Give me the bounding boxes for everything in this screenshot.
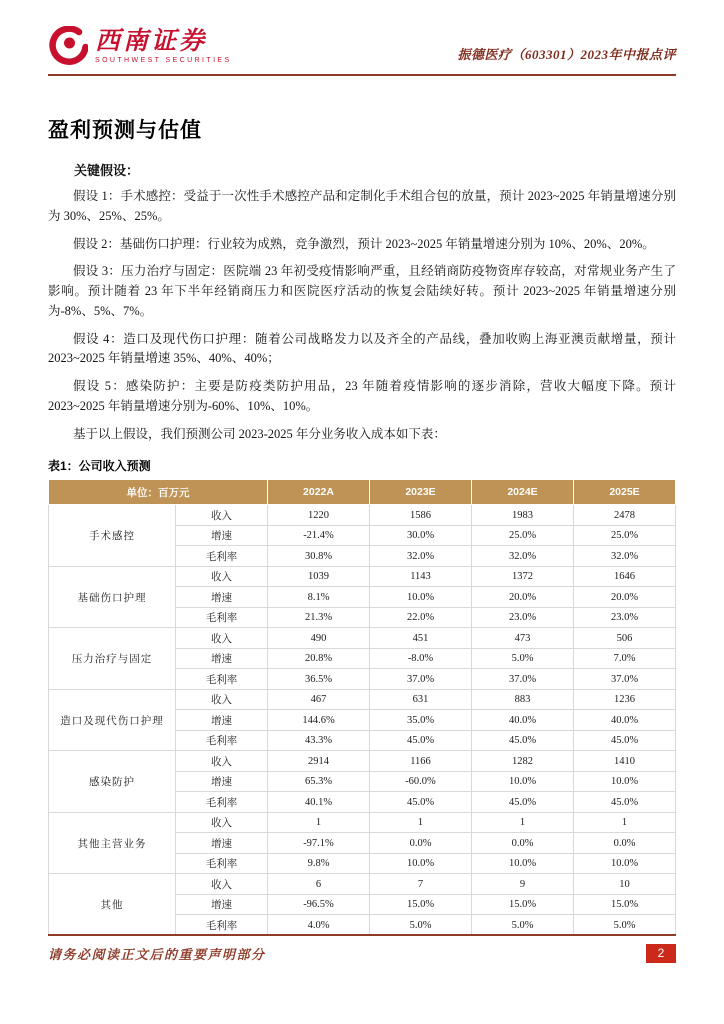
brand-logo-icon: [48, 26, 88, 66]
metric-label-cell: 毛利率: [176, 915, 268, 936]
page-header: [48, 26, 676, 76]
table-caption: 表1：公司收入预测: [48, 459, 151, 474]
brand-name-en: SOUTHWEST SECURITIES: [95, 56, 232, 64]
value-cell: 5.0%: [574, 915, 676, 936]
value-cell: 20.0%: [472, 587, 574, 608]
value-cell: 15.0%: [574, 894, 676, 915]
page-footer: [48, 934, 676, 963]
assumption-paragraph-5: 假设 5：感染防护：主要是防疫类防护用品，23 年随着疫情影响的逐步消除，营收大幅度下降。预计 2023~2025 年销量增速分别为-60%、10%、10%。: [48, 379, 676, 413]
value-cell: 32.0%: [472, 546, 574, 567]
value-cell: -97.1%: [268, 833, 370, 854]
value-cell: 7: [370, 874, 472, 895]
metric-label-cell: 增速: [176, 833, 268, 854]
report-title: 振德医疗（603301）2023年中报点评: [457, 47, 676, 62]
footer-disclaimer: 请务必阅读正文后的重要声明部分: [48, 947, 266, 962]
value-cell: 144.6%: [268, 710, 370, 731]
value-cell: 490: [268, 628, 370, 649]
value-cell: 40.0%: [574, 710, 676, 731]
category-cell: 手术感控: [49, 505, 176, 567]
value-cell: 22.0%: [370, 607, 472, 628]
value-cell: 37.0%: [370, 669, 472, 690]
value-cell: 45.0%: [370, 730, 472, 751]
value-cell: 10.0%: [370, 587, 472, 608]
value-cell: 1: [370, 812, 472, 833]
value-cell: 10.0%: [574, 771, 676, 792]
value-cell: 10.0%: [370, 853, 472, 874]
value-cell: 40.1%: [268, 792, 370, 813]
section-title: 盈利预测与估值: [48, 119, 202, 142]
column-header-2025e: 2025E: [574, 480, 676, 505]
value-cell: 1586: [370, 505, 472, 526]
metric-label-cell: 毛利率: [176, 546, 268, 567]
value-cell: 65.3%: [268, 771, 370, 792]
category-cell: 基础伤口护理: [49, 566, 176, 628]
value-cell: 10.0%: [472, 771, 574, 792]
value-cell: 15.0%: [370, 894, 472, 915]
value-cell: 43.3%: [268, 730, 370, 751]
value-cell: 1410: [574, 751, 676, 772]
value-cell: 0.0%: [370, 833, 472, 854]
value-cell: 1220: [268, 505, 370, 526]
value-cell: 9: [472, 874, 574, 895]
metric-label-cell: 收入: [176, 812, 268, 833]
table-row: [49, 812, 676, 833]
metric-label-cell: 毛利率: [176, 730, 268, 751]
value-cell: 1039: [268, 566, 370, 587]
value-cell: -96.5%: [268, 894, 370, 915]
value-cell: 1983: [472, 505, 574, 526]
metric-label-cell: 增速: [176, 525, 268, 546]
value-cell: 37.0%: [472, 669, 574, 690]
report-body: [48, 96, 676, 936]
table-row: [49, 505, 676, 526]
column-header-2022a: 2022A: [268, 480, 370, 505]
value-cell: 20.0%: [574, 587, 676, 608]
value-cell: 45.0%: [574, 792, 676, 813]
assumption-paragraph-2: 假设 2：基础伤口护理：行业较为成熟，竞争激烈，预计 2023~2025 年销量增速分别为 10%、20%、20%。: [73, 236, 655, 251]
category-cell: 造口及现代伤口护理: [49, 689, 176, 751]
revenue-forecast-table: [48, 479, 676, 936]
value-cell: 40.0%: [472, 710, 574, 731]
assumption-paragraph-3: 假设 3：压力治疗与固定：医院端 23 年初受疫情影响严重，且经销商防疫物资库存较高，对常规业务产生了影响。预计随着 23 年下半年经销商压力和医院医疗活动的恢复会陆续好转。预计 2023~2025 年销量增速分别为-8%、5%、7%。: [48, 264, 676, 318]
value-cell: 1236: [574, 689, 676, 710]
metric-label-cell: 增速: [176, 648, 268, 669]
value-cell: 15.0%: [472, 894, 574, 915]
value-cell: 45.0%: [472, 730, 574, 751]
table-row: [49, 689, 676, 710]
value-cell: 506: [574, 628, 676, 649]
value-cell: 30.0%: [370, 525, 472, 546]
value-cell: 35.0%: [370, 710, 472, 731]
unit-label-cell: 单位：百万元: [49, 480, 268, 505]
brand-name-cn: 西南证券: [95, 27, 208, 55]
metric-label-cell: 收入: [176, 628, 268, 649]
metric-label-cell: 增速: [176, 587, 268, 608]
value-cell: 473: [472, 628, 574, 649]
page-number-badge: 2: [646, 944, 676, 963]
metric-label-cell: 收入: [176, 566, 268, 587]
value-cell: -21.4%: [268, 525, 370, 546]
metric-label-cell: 增速: [176, 894, 268, 915]
metric-label-cell: 收入: [176, 751, 268, 772]
value-cell: 5.0%: [472, 648, 574, 669]
value-cell: 883: [472, 689, 574, 710]
table-row: [49, 751, 676, 772]
assumption-paragraph-4: 假设 4：造口及现代伤口护理：随着公司战略发力以及齐全的产品线，叠加收购上海亚澳贡献增量，预计 2023~2025 年销量增速 35%、40%、40%；: [48, 331, 676, 366]
category-cell: 感染防护: [49, 751, 176, 813]
table-row: [49, 874, 676, 895]
value-cell: 2914: [268, 751, 370, 772]
value-cell: 30.8%: [268, 546, 370, 567]
metric-label-cell: 增速: [176, 771, 268, 792]
metric-label-cell: 收入: [176, 874, 268, 895]
value-cell: 10: [574, 874, 676, 895]
category-cell: 压力治疗与固定: [49, 628, 176, 690]
column-header-2024e: 2024E: [472, 480, 574, 505]
metric-label-cell: 毛利率: [176, 669, 268, 690]
value-cell: 36.5%: [268, 669, 370, 690]
value-cell: 10.0%: [472, 853, 574, 874]
value-cell: 631: [370, 689, 472, 710]
value-cell: 451: [370, 628, 472, 649]
metric-label-cell: 毛利率: [176, 853, 268, 874]
value-cell: 6: [268, 874, 370, 895]
value-cell: 45.0%: [472, 792, 574, 813]
value-cell: 4.0%: [268, 915, 370, 936]
value-cell: 9.8%: [268, 853, 370, 874]
assumption-paragraph-1: 假设 1：手术感控：受益于一次性手术感控产品和定制化手术组合包的放量，预计 2023~2025 年销量增速分别为 30%、25%、25%。: [48, 189, 676, 223]
value-cell: 1: [472, 812, 574, 833]
value-cell: 25.0%: [574, 525, 676, 546]
value-cell: 1646: [574, 566, 676, 587]
value-cell: -8.0%: [370, 648, 472, 669]
metric-label-cell: 毛利率: [176, 792, 268, 813]
value-cell: 23.0%: [472, 607, 574, 628]
table-row: [49, 628, 676, 649]
value-cell: 8.1%: [268, 587, 370, 608]
value-cell: 32.0%: [370, 546, 472, 567]
column-header-2023e: 2023E: [370, 480, 472, 505]
value-cell: 467: [268, 689, 370, 710]
conclusion-paragraph: 基于以上假设，我们预测公司 2023-2025 年分业务收入成本如下表：: [73, 426, 446, 441]
value-cell: 1143: [370, 566, 472, 587]
value-cell: 2478: [574, 505, 676, 526]
metric-label-cell: 收入: [176, 689, 268, 710]
metric-label-cell: 毛利率: [176, 607, 268, 628]
value-cell: 1: [574, 812, 676, 833]
value-cell: 20.8%: [268, 648, 370, 669]
key-assumptions-label: 关键假设：: [74, 163, 140, 178]
value-cell: 23.0%: [574, 607, 676, 628]
metric-label-cell: 收入: [176, 505, 268, 526]
metric-label-cell: 增速: [176, 710, 268, 731]
table-header-row: [49, 480, 676, 505]
brand-logo: [48, 26, 232, 66]
value-cell: 32.0%: [574, 546, 676, 567]
value-cell: 45.0%: [574, 730, 676, 751]
value-cell: 10.0%: [574, 853, 676, 874]
value-cell: 1: [268, 812, 370, 833]
value-cell: 21.3%: [268, 607, 370, 628]
value-cell: 1282: [472, 751, 574, 772]
value-cell: 37.0%: [574, 669, 676, 690]
category-cell: 其他: [49, 874, 176, 936]
value-cell: -60.0%: [370, 771, 472, 792]
value-cell: 5.0%: [370, 915, 472, 936]
value-cell: 25.0%: [472, 525, 574, 546]
value-cell: 7.0%: [574, 648, 676, 669]
table-row: [49, 566, 676, 587]
value-cell: 1372: [472, 566, 574, 587]
revenue-table-body: [49, 505, 676, 936]
value-cell: 0.0%: [472, 833, 574, 854]
value-cell: 1166: [370, 751, 472, 772]
value-cell: 5.0%: [472, 915, 574, 936]
value-cell: 0.0%: [574, 833, 676, 854]
value-cell: 45.0%: [370, 792, 472, 813]
brand-logo-text: [95, 29, 232, 64]
category-cell: 其他主营业务: [49, 812, 176, 874]
